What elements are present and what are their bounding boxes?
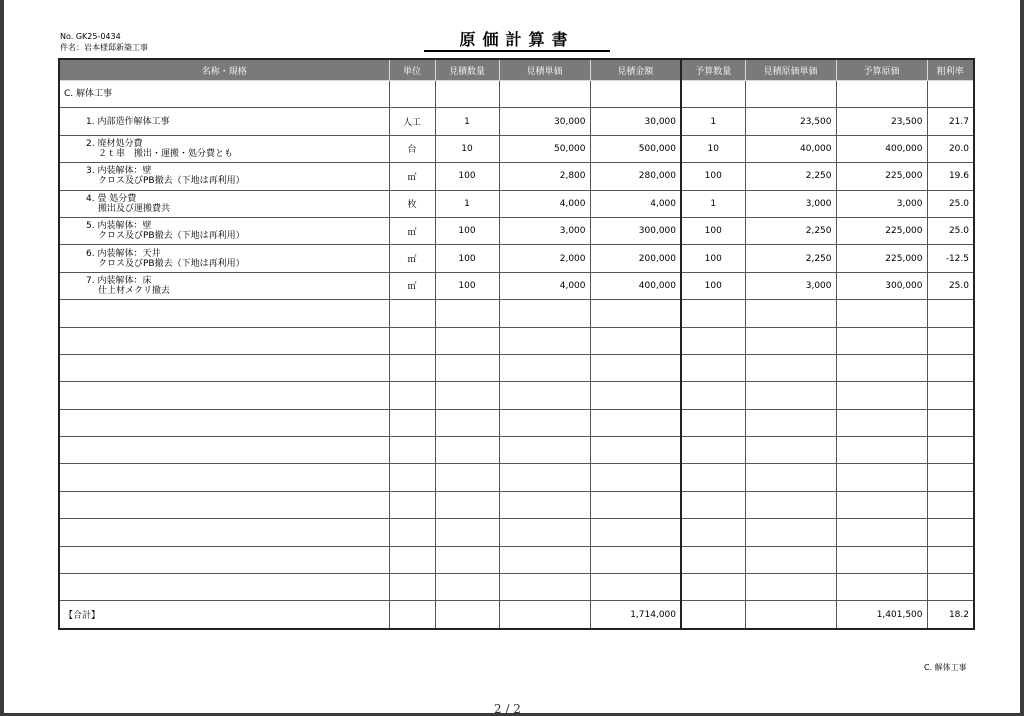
empty-cell bbox=[499, 81, 590, 108]
empty-cell bbox=[927, 81, 974, 108]
item-name-line1: 7. 内装解体：床 bbox=[86, 275, 152, 286]
section-title: C. 解体工事 bbox=[59, 81, 389, 108]
empty-cell bbox=[435, 409, 499, 436]
empty-row bbox=[59, 327, 974, 354]
cell-amount: 4,000 bbox=[590, 190, 681, 217]
empty-cell bbox=[836, 81, 927, 108]
empty-cell bbox=[836, 409, 927, 436]
empty-cell bbox=[59, 437, 389, 464]
document-header-info bbox=[60, 31, 148, 53]
empty-cell bbox=[59, 409, 389, 436]
total-margin: 18.2 bbox=[927, 601, 974, 629]
item-name-line1: 3. 内装解体：壁 bbox=[86, 166, 152, 177]
table-row bbox=[59, 108, 974, 135]
table-row bbox=[59, 163, 974, 190]
empty-cell bbox=[389, 409, 435, 436]
cell-amount: 200,000 bbox=[590, 245, 681, 272]
empty-cell bbox=[499, 491, 590, 518]
empty-cell bbox=[435, 327, 499, 354]
empty-cell bbox=[435, 382, 499, 409]
empty-cell bbox=[435, 491, 499, 518]
empty-cell bbox=[836, 300, 927, 327]
empty-cell bbox=[59, 546, 389, 573]
empty-cell bbox=[681, 491, 745, 518]
empty-cell bbox=[745, 327, 836, 354]
footer-section-label: C. 解体工事 bbox=[924, 663, 967, 672]
cell-unit: 枚 bbox=[389, 190, 435, 217]
col-header-unit-price: 見積単価 bbox=[499, 59, 590, 81]
cell-margin: 25.0 bbox=[927, 272, 974, 299]
total-amount: 1,714,000 bbox=[590, 601, 681, 629]
empty-cell bbox=[435, 519, 499, 546]
empty-cell bbox=[836, 519, 927, 546]
empty-cell bbox=[681, 382, 745, 409]
empty-cell bbox=[435, 437, 499, 464]
empty-cell bbox=[745, 437, 836, 464]
empty-cell bbox=[590, 327, 681, 354]
cell-unit-price: 3,000 bbox=[499, 217, 590, 244]
total-label: 【合計】 bbox=[59, 601, 389, 629]
item-name-line2: クロス及びPB撤去（下地は再利用） bbox=[98, 258, 245, 269]
total-cost: 1,401,500 bbox=[836, 601, 927, 629]
empty-row bbox=[59, 574, 974, 601]
empty-cell bbox=[927, 409, 974, 436]
cell-item-name bbox=[59, 245, 389, 272]
empty-cell bbox=[590, 491, 681, 518]
empty-cell bbox=[389, 354, 435, 381]
cell-qty: 100 bbox=[435, 217, 499, 244]
cell-amount: 30,000 bbox=[590, 108, 681, 135]
empty-cell bbox=[745, 601, 836, 629]
total-row bbox=[59, 601, 974, 629]
cell-unit: 人工 bbox=[389, 108, 435, 135]
cell-unit: ㎡ bbox=[389, 245, 435, 272]
empty-cell bbox=[681, 81, 745, 108]
cell-cost-unit-price: 3,000 bbox=[745, 272, 836, 299]
empty-cell bbox=[745, 574, 836, 601]
empty-cell bbox=[389, 437, 435, 464]
col-header-unit: 単位 bbox=[389, 59, 435, 81]
cell-margin: 19.6 bbox=[927, 163, 974, 190]
empty-cell bbox=[59, 464, 389, 491]
empty-cell bbox=[745, 546, 836, 573]
cell-budget-qty: 100 bbox=[681, 245, 745, 272]
cell-budget-qty: 100 bbox=[681, 272, 745, 299]
table-row bbox=[59, 217, 974, 244]
cell-cost-unit-price: 2,250 bbox=[745, 217, 836, 244]
empty-cell bbox=[836, 382, 927, 409]
item-name-line1: 6. 内装解体：天井 bbox=[86, 248, 161, 259]
cell-item-name bbox=[59, 190, 389, 217]
cell-cost: 225,000 bbox=[836, 245, 927, 272]
empty-cell bbox=[389, 327, 435, 354]
page-number: 2 / 2 bbox=[494, 702, 521, 716]
col-header-name: 名称・規格 bbox=[59, 59, 389, 81]
cell-budget-qty: 10 bbox=[681, 135, 745, 162]
item-name-line2: クロス及びPB撤去（下地は再利用） bbox=[98, 176, 245, 187]
empty-row bbox=[59, 519, 974, 546]
empty-cell bbox=[435, 464, 499, 491]
empty-row bbox=[59, 354, 974, 381]
empty-cell bbox=[59, 574, 389, 601]
empty-cell bbox=[499, 519, 590, 546]
cell-cost-unit-price: 23,500 bbox=[745, 108, 836, 135]
document-subject: 件名：岩本様邸新築工事 bbox=[60, 43, 148, 52]
document-page bbox=[4, 0, 1020, 716]
empty-cell bbox=[745, 300, 836, 327]
item-name-line1: 5. 内装解体：壁 bbox=[86, 221, 152, 232]
empty-cell bbox=[681, 546, 745, 573]
cell-unit-price: 2,800 bbox=[499, 163, 590, 190]
empty-cell bbox=[59, 382, 389, 409]
empty-cell bbox=[836, 437, 927, 464]
empty-cell bbox=[59, 354, 389, 381]
empty-cell bbox=[836, 354, 927, 381]
cell-amount: 300,000 bbox=[590, 217, 681, 244]
cell-cost: 225,000 bbox=[836, 217, 927, 244]
table-row bbox=[59, 190, 974, 217]
cell-cost: 3,000 bbox=[836, 190, 927, 217]
empty-cell bbox=[590, 574, 681, 601]
empty-cell bbox=[499, 464, 590, 491]
col-header-margin: 粗利率 bbox=[927, 59, 974, 81]
empty-cell bbox=[389, 464, 435, 491]
cell-unit: ㎡ bbox=[389, 163, 435, 190]
empty-cell bbox=[389, 519, 435, 546]
cell-margin: -12.5 bbox=[927, 245, 974, 272]
empty-cell bbox=[836, 491, 927, 518]
empty-cell bbox=[435, 601, 499, 629]
empty-cell bbox=[681, 409, 745, 436]
empty-cell bbox=[590, 519, 681, 546]
cell-unit-price: 50,000 bbox=[499, 135, 590, 162]
empty-cell bbox=[389, 601, 435, 629]
empty-cell bbox=[681, 354, 745, 381]
empty-cell bbox=[836, 546, 927, 573]
empty-cell bbox=[745, 519, 836, 546]
empty-cell bbox=[389, 491, 435, 518]
empty-cell bbox=[681, 464, 745, 491]
empty-row bbox=[59, 464, 974, 491]
empty-cell bbox=[681, 300, 745, 327]
section-row bbox=[59, 81, 974, 108]
empty-cell bbox=[590, 409, 681, 436]
cell-item-name bbox=[59, 108, 389, 135]
empty-cell bbox=[59, 491, 389, 518]
empty-cell bbox=[590, 437, 681, 464]
document-number: No. GK25-0434 bbox=[60, 32, 121, 41]
empty-cell bbox=[927, 382, 974, 409]
item-name-line1: 1. 内部造作解体工事 bbox=[86, 116, 170, 127]
item-name-line2: 仕上材メクリ撤去 bbox=[98, 285, 171, 296]
empty-cell bbox=[927, 464, 974, 491]
empty-cell bbox=[389, 382, 435, 409]
cell-cost-unit-price: 2,250 bbox=[745, 245, 836, 272]
col-header-cost: 予算原価 bbox=[836, 59, 927, 81]
cell-item-name bbox=[59, 217, 389, 244]
empty-cell bbox=[745, 354, 836, 381]
cell-unit: ㎡ bbox=[389, 272, 435, 299]
cell-qty: 100 bbox=[435, 163, 499, 190]
cell-unit-price: 2,000 bbox=[499, 245, 590, 272]
empty-cell bbox=[745, 382, 836, 409]
empty-row bbox=[59, 409, 974, 436]
empty-cell bbox=[836, 464, 927, 491]
cell-item-name bbox=[59, 272, 389, 299]
empty-cell bbox=[745, 491, 836, 518]
table-row bbox=[59, 245, 974, 272]
empty-cell bbox=[927, 519, 974, 546]
empty-cell bbox=[499, 574, 590, 601]
empty-cell bbox=[435, 81, 499, 108]
col-header-budget-qty: 予算数量 bbox=[681, 59, 745, 81]
empty-row bbox=[59, 546, 974, 573]
cell-cost: 400,000 bbox=[836, 135, 927, 162]
empty-cell bbox=[499, 300, 590, 327]
empty-cell bbox=[499, 409, 590, 436]
empty-cell bbox=[435, 354, 499, 381]
empty-row bbox=[59, 300, 974, 327]
empty-cell bbox=[499, 354, 590, 381]
empty-cell bbox=[389, 574, 435, 601]
empty-cell bbox=[681, 437, 745, 464]
cell-qty: 100 bbox=[435, 272, 499, 299]
empty-cell bbox=[927, 300, 974, 327]
cell-cost-unit-price: 2,250 bbox=[745, 163, 836, 190]
empty-cell bbox=[836, 574, 927, 601]
cell-margin: 21.7 bbox=[927, 108, 974, 135]
cell-cost: 300,000 bbox=[836, 272, 927, 299]
cell-unit-price: 30,000 bbox=[499, 108, 590, 135]
cell-budget-qty: 100 bbox=[681, 217, 745, 244]
empty-row bbox=[59, 382, 974, 409]
cell-unit-price: 4,000 bbox=[499, 190, 590, 217]
empty-cell bbox=[681, 519, 745, 546]
cell-cost-unit-price: 3,000 bbox=[745, 190, 836, 217]
empty-cell bbox=[389, 300, 435, 327]
empty-cell bbox=[590, 382, 681, 409]
empty-cell bbox=[499, 382, 590, 409]
empty-cell bbox=[499, 437, 590, 464]
cell-amount: 280,000 bbox=[590, 163, 681, 190]
empty-cell bbox=[927, 327, 974, 354]
empty-row bbox=[59, 437, 974, 464]
empty-cell bbox=[681, 327, 745, 354]
item-name-line2: クロス及びPB撤去（下地は再利用） bbox=[98, 231, 245, 242]
cell-margin: 25.0 bbox=[927, 190, 974, 217]
table-row bbox=[59, 272, 974, 299]
col-header-amount: 見積金額 bbox=[590, 59, 681, 81]
empty-cell bbox=[590, 464, 681, 491]
empty-cell bbox=[590, 81, 681, 108]
empty-cell bbox=[927, 574, 974, 601]
empty-cell bbox=[499, 546, 590, 573]
cell-amount: 500,000 bbox=[590, 135, 681, 162]
empty-cell bbox=[681, 574, 745, 601]
empty-cell bbox=[745, 409, 836, 436]
cell-amount: 400,000 bbox=[590, 272, 681, 299]
empty-cell bbox=[927, 546, 974, 573]
empty-cell bbox=[927, 354, 974, 381]
empty-cell bbox=[59, 327, 389, 354]
cell-qty: 1 bbox=[435, 108, 499, 135]
document-title: 原価計算書 bbox=[424, 31, 610, 52]
empty-cell bbox=[499, 601, 590, 629]
item-name-line1: 2. 廃材処分費 bbox=[86, 138, 143, 149]
empty-cell bbox=[435, 546, 499, 573]
empty-row bbox=[59, 491, 974, 518]
cell-unit-price: 4,000 bbox=[499, 272, 590, 299]
empty-cell bbox=[499, 327, 590, 354]
empty-cell bbox=[389, 81, 435, 108]
empty-cell bbox=[681, 601, 745, 629]
empty-cell bbox=[590, 354, 681, 381]
cell-cost: 225,000 bbox=[836, 163, 927, 190]
cell-budget-qty: 100 bbox=[681, 163, 745, 190]
cell-qty: 100 bbox=[435, 245, 499, 272]
cell-unit: 台 bbox=[389, 135, 435, 162]
cell-unit: ㎡ bbox=[389, 217, 435, 244]
empty-cell bbox=[59, 519, 389, 546]
empty-cell bbox=[745, 81, 836, 108]
empty-cell bbox=[927, 491, 974, 518]
empty-cell bbox=[435, 300, 499, 327]
table-header-row bbox=[59, 59, 974, 81]
item-name-line2: 搬出及び運搬費共 bbox=[98, 203, 171, 214]
empty-cell bbox=[590, 546, 681, 573]
cell-margin: 25.0 bbox=[927, 217, 974, 244]
empty-cell bbox=[590, 300, 681, 327]
cost-calculation-table bbox=[58, 58, 975, 630]
item-name-line2: ２ｔ車 搬出・運搬・処分費とも bbox=[98, 148, 234, 159]
table-row bbox=[59, 135, 974, 162]
cell-cost: 23,500 bbox=[836, 108, 927, 135]
col-header-qty: 見積数量 bbox=[435, 59, 499, 81]
cell-budget-qty: 1 bbox=[681, 108, 745, 135]
cell-item-name bbox=[59, 135, 389, 162]
cell-margin: 20.0 bbox=[927, 135, 974, 162]
item-name-line1: 4. 畳 処分費 bbox=[86, 193, 137, 204]
empty-cell bbox=[745, 464, 836, 491]
cell-budget-qty: 1 bbox=[681, 190, 745, 217]
empty-cell bbox=[836, 327, 927, 354]
empty-cell bbox=[927, 437, 974, 464]
col-header-cost-unit-price: 見積原価単価 bbox=[745, 59, 836, 81]
empty-cell bbox=[59, 300, 389, 327]
cell-cost-unit-price: 40,000 bbox=[745, 135, 836, 162]
cell-qty: 10 bbox=[435, 135, 499, 162]
cell-item-name bbox=[59, 163, 389, 190]
empty-cell bbox=[435, 574, 499, 601]
empty-cell bbox=[389, 546, 435, 573]
cell-qty: 1 bbox=[435, 190, 499, 217]
